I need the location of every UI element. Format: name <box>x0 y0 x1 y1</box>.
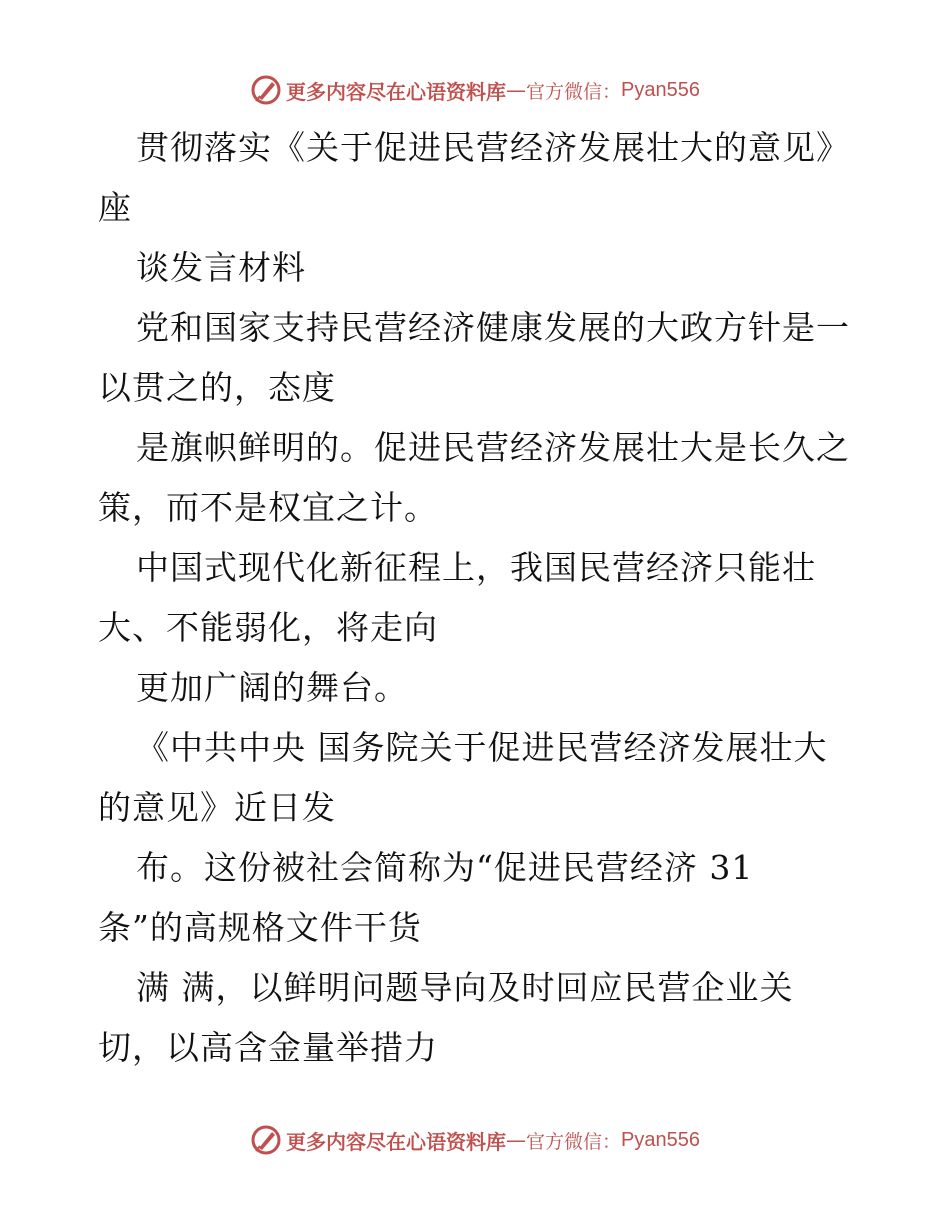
footer-banner <box>0 1120 950 1160</box>
doc-line: 谈发言材料 <box>136 248 306 287</box>
footer-contact-id: Pyan556 <box>621 1128 700 1151</box>
header-site-text: 更多内容尽在心语资料库 <box>286 79 506 104</box>
doc-line: 满 满，以鲜明问题导向及时回应民营企业关 <box>136 968 794 1007</box>
header-banner <box>0 70 950 110</box>
doc-line: 策，而不是权宜之计。 <box>98 488 438 527</box>
doc-line: 是旗帜鲜明的。促进民营经济发展壮大是长久之 <box>136 428 850 467</box>
doc-line: 条”的高规格文件干货 <box>98 908 422 947</box>
doc-line: 更加广阔的舞台。 <box>136 668 408 707</box>
doc-line: 座 <box>98 188 132 227</box>
header-contact-id: Pyan556 <box>621 78 700 101</box>
doc-line: 以贯之的，态度 <box>98 368 336 407</box>
footer-site-text: 更多内容尽在心语资料库 <box>286 1129 506 1154</box>
footer-contact-label: 官方微信： <box>526 1130 622 1153</box>
doc-line: 切，以高含金量举措力 <box>98 1028 438 1067</box>
header-contact-label: 官方微信： <box>526 80 622 103</box>
doc-line: 大、不能弱化，将走向 <box>98 608 438 647</box>
document-body <box>98 118 858 1078</box>
doc-line: 党和国家支持民营经济健康发展的大政方针是一 <box>136 308 850 347</box>
doc-line: 布。这份被社会简称为“促进民营经济 31 <box>136 848 754 887</box>
quill-logo-icon <box>250 1124 282 1156</box>
header-separator: — <box>506 78 526 102</box>
doc-line: 的意见》近日发 <box>98 788 336 827</box>
doc-line: 贯彻落实《关于促进民营经济发展壮大的意见》 <box>136 128 850 167</box>
doc-line: 中国式现代化新征程上，我国民营经济只能壮 <box>136 548 816 587</box>
quill-logo-icon <box>250 74 282 106</box>
footer-separator: — <box>506 1128 526 1152</box>
doc-line: 《中共中央 国务院关于促进民营经济发展壮大 <box>136 728 828 767</box>
